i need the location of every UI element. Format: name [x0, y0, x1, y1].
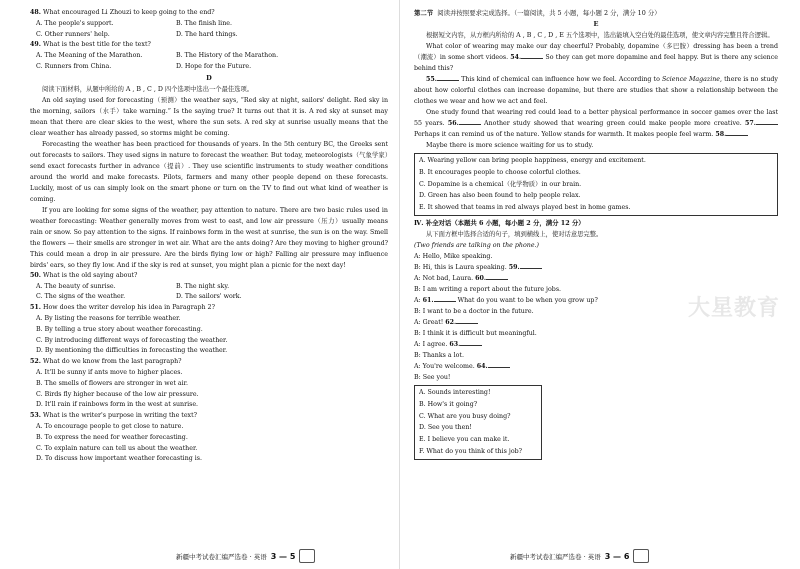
dialogue-line: B: Hi, this is Laura speaking. 59. — [414, 262, 778, 273]
watermark: 大星教育 — [688, 296, 781, 321]
q51-option-c[interactable]: C. By introducing different ways of forecasting the weather. — [36, 336, 228, 344]
dialogue-line: A: 61. What do you want to be when you grow up? — [414, 296, 598, 304]
right-footer — [510, 549, 649, 563]
box-dialogue-option-b[interactable]: B. How's it going? — [419, 400, 478, 408]
instruction-e: 根据短文内容，从方框内所给的 A , B , C , D , E 五个选项中，选出能填入空白处的最佳选项，使文章内容完整且符合逻辑。 — [426, 32, 774, 39]
box-dialogue-option-e[interactable]: E. I believe you can make it. — [419, 436, 510, 444]
q52-option-a[interactable]: A. It'll be sunny if ants move to higher places. — [36, 368, 183, 376]
options-box-e — [414, 153, 778, 216]
section-d-label: D — [206, 73, 212, 82]
q49-option-d[interactable]: D. Hope for the Future. — [176, 62, 252, 70]
question-51: 51. How does the writer develop his idea in Paragraph 2? A. By listing the reasons for terrible weather. B. By telling a true story about weather forecasting. C. By introducing different ways of forecasting the weather. D. By mentioning the difficulties in forecasting the weather. — [30, 303, 388, 357]
options-box-dialogue — [414, 385, 542, 460]
q50-option-c[interactable]: C. The signs of the weather. — [36, 293, 126, 301]
blank-64[interactable] — [488, 361, 510, 368]
blank-62[interactable] — [456, 317, 478, 324]
right-page — [400, 0, 800, 569]
blank-59[interactable] — [520, 262, 542, 269]
q53-option-c[interactable]: C. To explain nature can tell us about the weather. — [36, 444, 198, 452]
dialogue-line: B: I want to be a doctor in the future. — [414, 307, 534, 315]
question-50: 50. What is the old saying about? A. The beauty of sunrise. B. The night sky. C. The signs of the weather. D. The sailors' work. — [30, 271, 388, 303]
dialogue-line: A: Hello, Mike speaking. — [414, 252, 493, 260]
q49-option-b[interactable]: B. The History of the Marathon. — [176, 52, 279, 60]
page-number: 3 — 6 — [604, 551, 630, 561]
blank-63[interactable] — [460, 339, 482, 346]
footer-title: 新疆中考试卷汇编严选卷 · 英语 — [510, 552, 601, 561]
page-number: 3 — 5 — [270, 551, 296, 561]
q48-option-b[interactable]: B. The finish line. — [176, 19, 232, 27]
q50-option-b[interactable]: B. The night sky. — [176, 282, 230, 290]
dialogue-scene: (Two friends are talking on the phone.) — [414, 241, 540, 249]
box-dialogue-option-d[interactable]: D. See you then! — [419, 424, 472, 432]
q52-option-b[interactable]: B. The smells of flowers are stronger in wet air. — [36, 379, 188, 387]
q50-option-a[interactable]: A. The beauty of sunrise. — [36, 282, 116, 290]
box-e-option-e[interactable]: E. It showed that teams in red always played best in home games. — [419, 204, 631, 212]
passage-e-para-3: One study found that wearing red could lead to a better physical performance in soccer games over the last 55 years. 56. Another study showed that wearing green could make people more creative. 57. Perhaps it can remind us of the nature. Yellow stands for warmth. It makes people feel warm. 58. — [414, 109, 778, 138]
question-52: 52. What do we know from the last paragraph? A. It'll be sunny if ants move to higher places. B. The smells of flowers are stronger in wet air. C. Birds fly higher because of the low air pressure. D. It'll rain if rainbows form in the west at sunrise. — [30, 357, 388, 411]
dialogue-line: A: You're welcome. 64. — [414, 361, 778, 372]
publisher-logo-icon — [633, 549, 649, 563]
dialogue-line: B: I think it is difficult but meaningful. — [414, 329, 537, 337]
blank-58[interactable] — [726, 129, 748, 136]
instruction-d: 阅读下面材料，从题中所给的 A , B , C , D 四个选项中选出一个最佳选项。 — [42, 85, 254, 93]
q49-option-c[interactable]: C. Runners from China. — [36, 62, 112, 70]
q51-option-b[interactable]: B. By telling a true story about weather forecasting. — [36, 325, 203, 333]
blank-55[interactable] — [437, 74, 459, 81]
part4-instruction: 从下面方框中选择合适的句子，填到横线上，使对话意思完整。 — [426, 230, 603, 238]
box-e-option-d[interactable]: D. Green has also been found to help people relax. — [419, 192, 581, 200]
part4-title: Ⅳ. 补全对话（本题共 6 小题，每小题 2 分，满分 12 分） — [414, 218, 585, 227]
blank-57[interactable] — [756, 118, 778, 125]
box-e-option-b[interactable]: B. It encourages people to choose colorful clothes. — [419, 168, 581, 176]
dialogue-line: A: Not bad, Laura. 60. — [414, 273, 778, 284]
passage-e-para-1: What color of wearing may make our day cheerful? Probably, dopamine（多巴胺）dressing has been a trend（潮流）in some short videos. 54. So they can get more dopamine and feel happy. But is there any science behind this? — [414, 43, 778, 72]
publisher-logo-icon — [299, 549, 315, 563]
blank-60[interactable] — [486, 273, 508, 280]
dialogue-line: A: I agree. 63. — [414, 339, 778, 350]
q52-option-c[interactable]: C. Birds fly higher because of the low air pressure. — [36, 390, 199, 398]
left-footer — [176, 549, 315, 563]
box-dialogue-option-f[interactable]: F. What do you think of this job? — [419, 447, 523, 455]
passage-d-para-2: Forecasting the weather has been practiced for thousands of years. In the 5th century BC, the Greeks sent out forecasts to sailors. They used signs in nature to forecast the weather. But today, meteorologists（气象学家）send exact forecasts further in advance（提前）. They use scientific instruments to study weather conditions around the world and make forecasts. Pilots, farmers and many other people depend on these forecasts. Luckily, most of us can simply look on the smart phone or turn on the TV to find out what kind of weather is coming. — [30, 140, 388, 203]
box-dialogue-option-c[interactable]: C. What are you busy doing? — [419, 412, 511, 420]
dialogue-line: B: I am writing a report about the future jobs. — [414, 285, 562, 293]
passage-e-para-4: Maybe there is more science waiting for us to study. — [426, 142, 594, 149]
q53-option-b[interactable]: B. To express the need for weather forecasting. — [36, 433, 188, 441]
q52-option-d[interactable]: D. It'll rain if rainbows form in the west at sunrise. — [36, 401, 199, 409]
box-e-option-a[interactable]: A. Wearing yellow can bring people happiness, energy and excitement. — [419, 157, 646, 164]
section-header: 第二节 阅读并按照要求完成选择。（一篇阅读，共 5 小题，每小题 2 分，满分 10 分） — [414, 9, 661, 17]
q51-option-d[interactable]: D. By mentioning the difficulties in forecasting the weather. — [36, 347, 228, 355]
passage-e-para-2: 55. This kind of chemical can influence how we feel. According to Science Magazine, there is no study about how colorful clothes can increase dopamine, but there are studies that show a relationship between the clothes we wear and how we act and feel. — [414, 76, 778, 105]
box-e-option-c[interactable]: C. Dopamine is a chemical（化学物质）in our brain. — [419, 180, 582, 188]
footer-title: 新疆中考试卷汇编严选卷 · 英语 — [176, 552, 267, 561]
q53-option-a[interactable]: A. To encourage people to get close to nature. — [36, 422, 184, 430]
blank-54[interactable] — [521, 52, 543, 59]
q48-option-c[interactable]: C. Other runners' help. — [36, 30, 110, 38]
q50-option-d[interactable]: D. The sailors' work. — [176, 293, 242, 301]
q48-option-a[interactable]: A. The people's support. — [36, 19, 114, 27]
section-e-label: E — [593, 20, 599, 28]
blank-56[interactable] — [459, 118, 481, 125]
box-dialogue-option-a[interactable]: A. Sounds interesting! — [419, 388, 491, 396]
passage-d-para-1: An old saying used for forecasting（预测）the weather says, “Red sky at night, sailors' delight. Red sky in the morning, sailors（水手）take warning.” Is the saying true? It turns out that it is. A red sky at sunset may mean that there are clear skies to the west, where the sun sets. A red sky at sunrise usually means that the clear weather has already passed, so storms might be coming. — [30, 96, 388, 137]
q53-option-d[interactable]: D. To discuss how important weather forecasting is. — [36, 455, 203, 463]
question-48: 48. What encouraged Li Zhouzi to keep going to the end? A. The people's support. B. The finish line. C. Other runners' help. D. The hard things. — [30, 8, 388, 40]
q51-option-a[interactable]: A. By listing the reasons for terrible weather. — [36, 314, 181, 322]
q49-option-a[interactable]: A. The Meaning of the Marathon. — [36, 52, 143, 60]
passage-d-para-3: If you are looking for some signs of the weather, pay attention to nature. There are two basic rules used in weather forecasting: Weather generally moves from west to east, and low air pressure（压力）usually means rain or snow. So pay attention to the signs. If rainbows form in the west at sunrise, the sun is on the way. Smell the flowers — their smells are stronger in wet air. What are the ants doing? Are they moving to higher ground? This could mean a drop in air pressure. Are the birds flying low or high? Falling air pressure may influence birds' ears, so they fly low. And if the sky is red at sunset, you might plan a picnic for the next day! — [30, 206, 388, 269]
dialogue-line: A: Great! 62. — [414, 317, 778, 328]
question-49: 49. What is the best title for the text? A. The Meaning of the Marathon. B. The History of the Marathon. C. Runners from China. D. Hope for the Future. — [30, 40, 388, 72]
blank-61[interactable] — [434, 295, 456, 302]
dialogue-line: B: Thanks a lot. — [414, 351, 464, 359]
q48-option-d[interactable]: D. The hard things. — [176, 30, 238, 38]
dialogue-line: B: See you! — [414, 373, 451, 381]
question-53: 53. What is the writer's purpose in writing the text? A. To encourage people to get close to nature. B. To express the need for weather forecasting. C. To explain nature can tell us about the weather. D. To discuss how important weather forecasting is. — [30, 411, 388, 465]
